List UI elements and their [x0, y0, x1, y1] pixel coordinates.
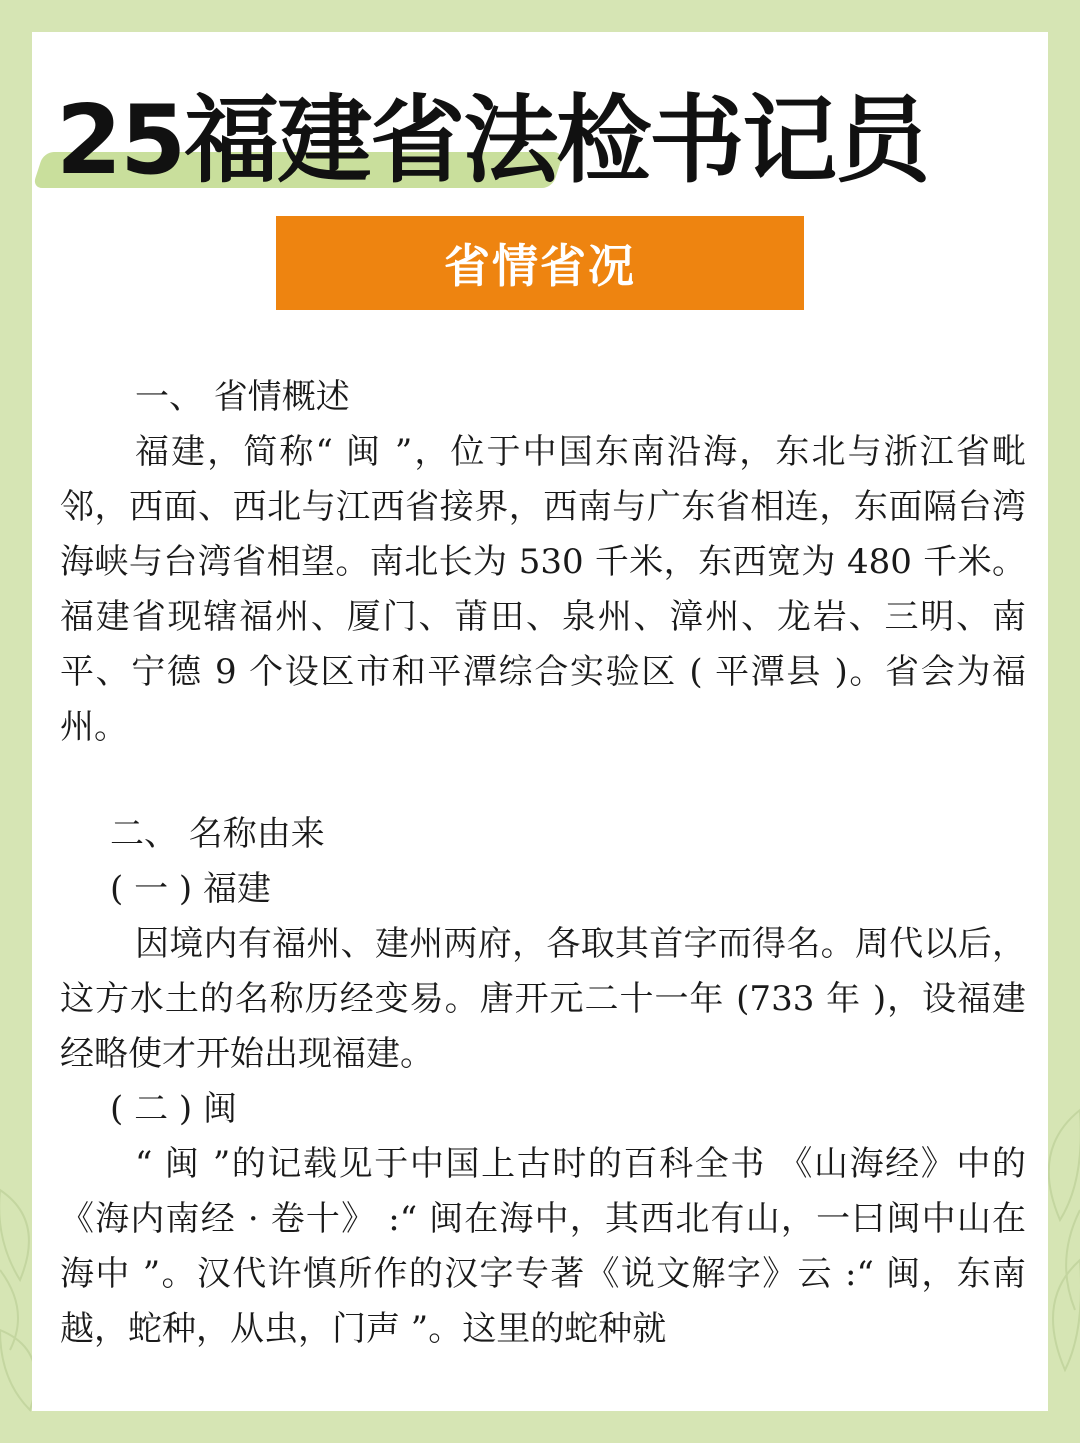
- subheading-min: ( 二 ) 闽: [110, 1089, 237, 1129]
- badge-label: 省情省况: [444, 239, 636, 293]
- content-card: [32, 32, 1048, 1411]
- min-paragraph: “ 闽 ”的记载见于中国上古时的百科全书 《山海经》中的 《海内南经 · 卷十》 :“ 闽在海中，其西北有山，一曰闽中山在海中 ”。汉代许慎所作的汉字专著《说文解字》云 :“ 闽，东南越，蛇种，从虫，门声 ”。这里的蛇种就: [60, 1144, 1026, 1349]
- fujian-paragraph: 因境内有福州、建州两府，各取其首字而得名。周代以后，这方水土的名称历经变易。唐开元二十一年 (733 年 )，设福建经略使才开始出现福建。: [60, 924, 1026, 1074]
- page-title: 25福建省法检书记员: [56, 86, 929, 196]
- title-block: [32, 82, 1048, 202]
- overview-paragraph: 福建，简称“ 闽 ”，位于中国东南沿海，东北与浙江省毗邻，西面、西北与江西省接界，西南与广东省相连，东面隔台湾海峡与台湾省相望。南北长为 530 千米，东西宽为 480 千米。福建省现辖福州、厦门、莆田、泉州、漳州、龙岩、三明、南平、宁德 9 个设区市和平潭综合实验区 ( 平潭县 )。省会为福州。: [60, 432, 1026, 747]
- subheading-fujian: ( 一 ) 福建: [110, 869, 271, 909]
- section-heading-overview: 一、 省情概述: [135, 377, 350, 417]
- article-body: [60, 370, 1026, 1357]
- section-heading-name-origin: 二、 名称由来: [110, 814, 325, 854]
- section-badge: [276, 216, 804, 310]
